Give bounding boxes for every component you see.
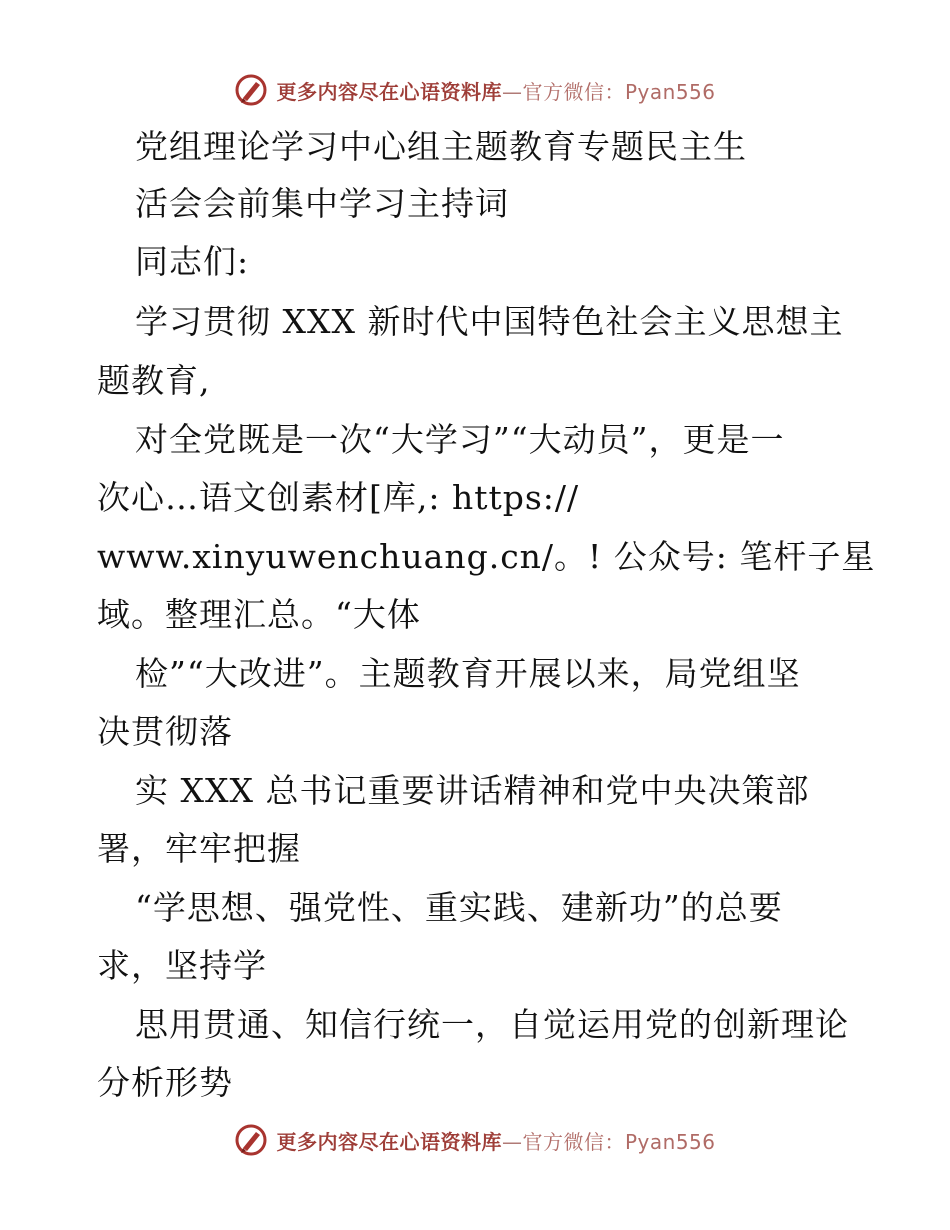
text-line: 署，牢牢把握 <box>97 829 301 868</box>
watermark-wechat-id: Pyan556 <box>624 79 716 104</box>
text-line: 党组理论学习中心组主题教育专题民主生 <box>135 127 747 166</box>
watermark-main: 更多内容尽在心语资料库 <box>276 1129 502 1154</box>
text-line: 决贯彻落 <box>97 712 233 751</box>
text-line: 学习贯彻 XXX 新时代中国特色社会主义思想主 <box>135 302 844 341</box>
text-line: 次心…语文创素材[库,: https:// <box>97 478 580 517</box>
text-line: 思用贯通、知信行统一，自觉运用党的创新理论 <box>135 1005 849 1044</box>
text-line: www.xinyuwenchuang.cn/。! 公众号: 笔杆子星 <box>97 537 876 576</box>
text-line: 对全党既是一次“大学习”“大动员”，更是一 <box>135 420 785 459</box>
watermark-separator: — <box>501 79 523 104</box>
watermark-wechat-id: Pyan556 <box>624 1129 716 1154</box>
watermark-main: 更多内容尽在心语资料库 <box>276 79 502 104</box>
watermark-wechat-label: 官方微信： <box>522 1129 625 1154</box>
text-line: 同志们: <box>135 242 250 281</box>
watermark-banner-bottom <box>0 1118 950 1162</box>
text-line: “学思想、强党性、重实践、建新功”的总要 <box>135 888 783 927</box>
text-line: 域。整理汇总。“大体 <box>97 595 421 634</box>
text-line: 实 XXX 总书记重要讲话精神和党中央决策部 <box>135 771 810 810</box>
watermark-wechat-label: 官方微信： <box>522 79 625 104</box>
text-line: 活会会前集中学习主持词 <box>135 184 509 223</box>
text-line: 分析形势 <box>97 1063 233 1102</box>
watermark-text <box>276 1126 715 1155</box>
watermark-separator: — <box>501 1129 523 1154</box>
text-line: 题教育, <box>97 361 211 400</box>
pen-logo-icon <box>234 1123 268 1157</box>
text-line: 检”“大改进”。主题教育开展以来，局党组坚 <box>135 654 801 693</box>
text-line: 求，坚持学 <box>97 946 267 985</box>
